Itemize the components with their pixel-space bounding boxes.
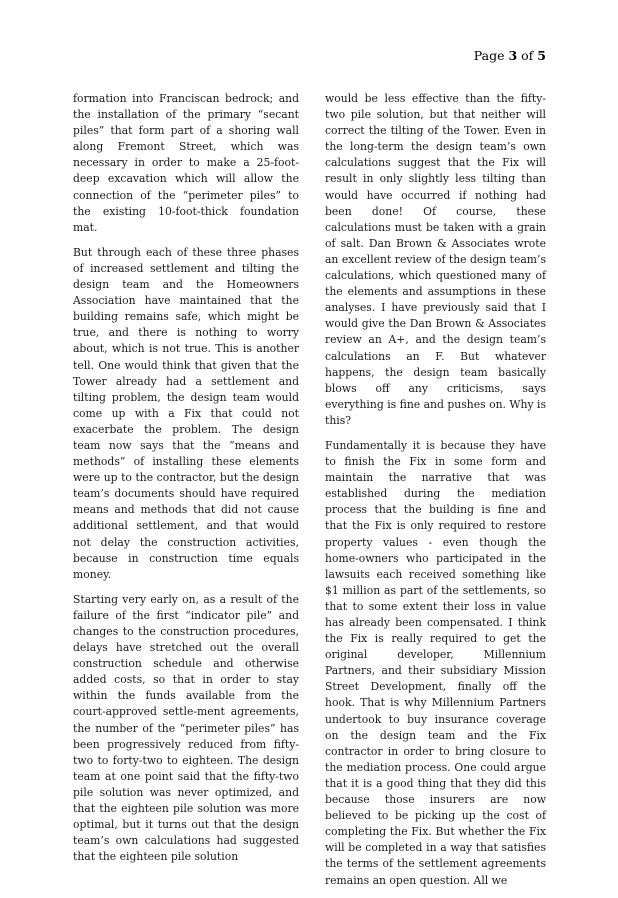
right-paragraph-1: would be less effective than the fifty-two pile solution, but that neither will correct the tilting of the Tower. Even in the long-term the design team’s own calculations suggest that the Fix will result in only slightly less tilting than would have occurred if nothing had been done! Of course, these calculations must be taken with a grain of salt. Dan Brown & Associates wrote an excellent review of the design team’s calculations, which questioned many of the elements and assumptions in these analyses. I have previously said that I would give the Dan Brown & Associates review an A+, and the design team’s calculations an F. But whatever happens, the design team basically blows off any criticisms, says everything is fine and pushes on. Why is this?	[325, 92, 546, 427]
page-prefix: Page	[473, 48, 509, 63]
left-paragraph-3: Starting very early on, as a result of the failure of the first “indicator pile” and changes to the construction procedures, delays have stretched out the overall construction schedule and otherwise added costs, so that in order to stay within the funds available from the court-approved settle-ment agreements, the number of the “perimeter piles” has been progressively reduced from fifty-two to forty-two to eighteen. The design team at one point said that the fifty-two pile solution was never optimized, and that the eighteen pile solution was more optimal, but it turns out that the design team’s own calculations had suggested that the eighteen pile solution	[73, 592, 299, 864]
left-paragraph-2: But through each of these three phases of increased settlement and tilting the design team and the Homeowners Association have maintained that the building remains safe, which might be true, and there is nothing to worry about, which is not true. This is another tell. One would think that given that the Tower already had a settlement and tilting problem, the design team would come up with a Fix that could not exacerbate the problem. The design team now says that the “means and methods” of installing these elements were up to the contractor, but the design team’s documents should have required means and methods that did not cause additional settlement, and that would not delay the construction activities, because in construction time equals money.	[73, 245, 299, 581]
page-number	[474, 48, 546, 63]
page-of: of	[517, 48, 538, 63]
right-column	[325, 91, 546, 898]
page-total: 5	[537, 48, 546, 63]
right-paragraph-2: Fundamentally it is because they have to finish the Fix in some form and maintain the narrative that was established during the mediation process that the building is fine and that the Fix is only required to restore property values - even though the home-owners who participated in the lawsuits each received something like $1 million as part of the settlements, so that to some extent their loss in value has already been compensated. I think the Fix is really required to get the original developer, Millennium Partners, and their subsidiary Mission Street Development, finally off the hook. That is why Millennium Partners undertook to buy insurance coverage on the design team and the Fix contractor in order to bring closure to the mediation process. One could argue that it is a good thing that they did this because those insurers are now believed to be picking up the cost of completing the Fix. But whether the Fix will be completed in a way that satisfies the terms of the settlement agreements remains an open question. All we	[325, 438, 546, 887]
page-current: 3	[508, 48, 518, 63]
left-column	[73, 91, 299, 874]
left-paragraph-1: formation into Franciscan bedrock; and the installation of the primary “secant piles” that form part of a shoring wall along Fremont Street, which was necessary in order to make a 25-foot-deep excavation which will allow the connection of the “perimeter piles” to the existing 10-foot-thick foundation mat.	[73, 92, 299, 234]
